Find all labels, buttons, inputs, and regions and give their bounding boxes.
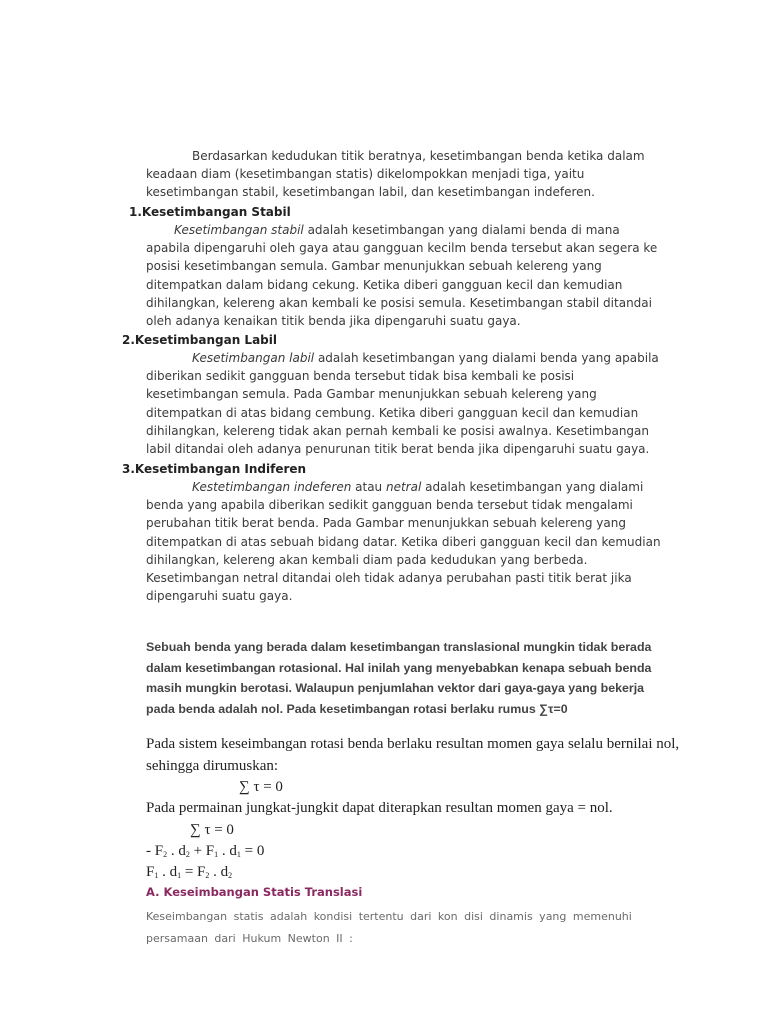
item-term: Kestetimbangan indeferen: [192, 480, 352, 494]
item-body: [146, 349, 666, 458]
list-item-indiferen: [122, 460, 672, 605]
item-title: Kesetimbangan Labil: [134, 333, 277, 347]
section-a-heading: A. Keseimbangan Statis Translasi: [146, 885, 363, 899]
heading-labil: [122, 331, 672, 349]
item-text: adalah kesetimbangan yang dialami benda yang apabila diberikan sedikit gangguan benda tersebut tidak bisa kembali ke posisi kesetimbangan semula. Pada Gambar menunjukkan sebuah kelereng yang ditempatkan di atas bidang cembung. Ketika diberi gangguan kecil dan kemudian dihilangkan, kelereng tidak akan pernah kembali ke posisi awalnya. Kesetimbangan labil ditandai oleh adanya penurunan titik berat benda jika dipengaruhi suatu gaya.: [146, 351, 659, 457]
item-title: Kesetimbangan Indiferen: [134, 462, 307, 476]
item-number: 3.: [122, 462, 135, 476]
item-number: 2.: [122, 333, 135, 347]
list-item-labil: [122, 331, 672, 458]
item-term: Kesetimbangan stabil: [174, 223, 304, 237]
item-number: 1.: [129, 205, 142, 219]
formula-sum-torque-1: ∑ τ = 0: [239, 779, 283, 795]
item-text: adalah kesetimbangan yang dialami benda yang apabila diberikan sedikit gangguan benda tersebut tidak mengalami perubahan titik berat benda. Pada Gambar menunjukkan sebuah kelereng yang ditempatkan di atas sebuah bidang datar. Ketika diberi gangguan kecil dan kemudian dihilangkan, kelereng akan kembali diam pada kedudukan yang berbeda. Kesetimbangan netral ditandai oleh tidak adanya perubahan pasti titik berat jika dipengaruhi suatu gaya.: [146, 480, 661, 604]
heading-indiferen: [122, 460, 672, 478]
item-text: adalah kesetimbangan yang dialami benda di mana apabila dipengaruhi oleh gaya atau gangguan kecilm benda tersebut akan segera ke posisi kesetimbangan semula. Gambar menunjukkan sebuah kelereng yang ditempatkan dalam bidang cekung. Ketika diberi gangguan kecil dan kemudian dihilangkan, kelereng akan kembali ke posisi semula. Kesetimbangan stabil ditandai oleh adanya kenaikan titik benda jika dipengaruhi suatu gaya.: [146, 223, 658, 329]
serif-paragraph-1: Pada sistem keseimbangan rotasi benda berlaku resultan momen gaya selalu bernilai nol, sehingga dirumuskan:: [146, 736, 680, 774]
item-connector: atau: [351, 480, 386, 494]
item-term: Kesetimbangan labil: [192, 351, 315, 365]
serif-paragraph-2: Pada permainan jungkat-jungkit dapat diterapkan resultan momen gaya = nol.: [146, 800, 613, 816]
item-body: [146, 221, 666, 330]
item-term-2: netral: [385, 480, 422, 494]
formula-sum-torque-2: ∑ τ = 0: [190, 822, 234, 838]
equation-1: - $F_2$ . $d_2 + F_1$ . $d_1 = 0$: [146, 843, 265, 859]
item-body: [146, 478, 666, 605]
list-item-stabil: [129, 203, 669, 330]
equation-2: $F_1$ . $d_1 = F_2$ . $d_2$: [146, 864, 233, 880]
rotational-note: Sebuah benda yang berada dalam kesetimbangan translasional mungkin tidak berada dalam kesetimbangan rotasional. Hal inilah yang menyebabkan kenapa sebuah benda masih mungkin berotasi. Walaupun penjumlahan vektor dari gaya-gaya yang bekerja pada benda adalah nol. Pada kesetimbangan rotasi berlaku rumus ∑τ=0: [146, 640, 652, 716]
heading-stabil: [129, 203, 669, 221]
intro-paragraph: Berdasarkan kedudukan titik beratnya, kesetimbangan benda ketika dalam keadaan diam (kesetimbangan statis) dikelompokkan menjadi tiga, yaitu kesetimbangan stabil, kesetimbangan labil, dan kesetimbangan indeferen.: [146, 149, 645, 200]
item-title: Kesetimbangan Stabil: [141, 205, 291, 219]
section-a-body: Keseimbangan statis adalah kondisi tertentu dari kon disi dinamis yang memenuhi persamaan dari Hukum Newton II :: [146, 910, 632, 945]
